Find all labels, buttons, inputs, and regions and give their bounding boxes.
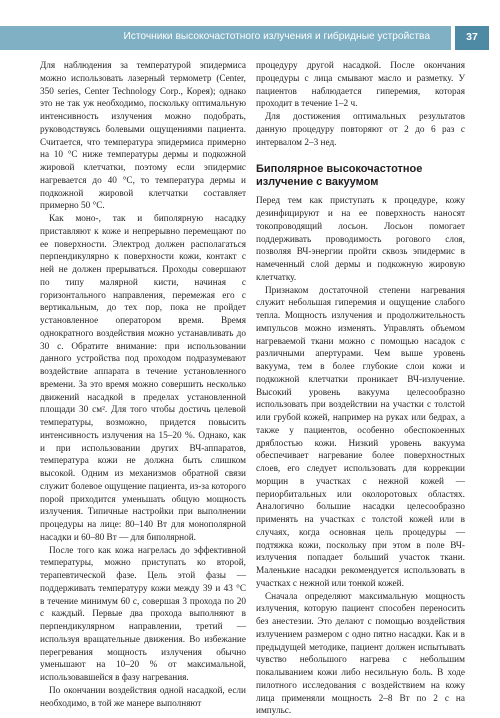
- running-header-title: Источники высокочастотного излучения и гибридные устройства: [123, 31, 430, 42]
- body-paragraph: После того как кожа нагрелась до эффективной температуры, можно приступать ко второй, терапевтической фазе. Цель этой фазы — поддерживать температуру кожи между 39 и 43 °C в течение минимум 60 с, совершая 3 прохода по 20 с каждый. Первые два прохода выполняют в перпендикулярном направлении, третий — используя вращательные движения. Во избежание перегревания мощность излучения обычно уменьшают на 10–20 % от максимальной, использовавшейся в фазу нагревания.: [40, 545, 246, 685]
- section-heading: Биполярное высокочастотное излучение с вакуумом: [256, 163, 465, 189]
- body-paragraph: Для достижения оптимальных результатов данную процедуру повторяют от 2 до 6 раз с интервалом 2–3 нед.: [256, 111, 465, 149]
- body-paragraph: Сначала определяют максимальную мощность излучения, которую пациент способен переносить без анестезии. Это делают с помощью воздействия излучением размером с одно пятно насадки. Как и в предыдущей методике, пациент должен испытывать чувство небольшого нагрева с небольшим покалыванием кожи либо несильную боль. В ходе пилотного исследования с воздействием на кожу лица применяли мощность 2–8 Вт по 2 с на импульс.: [256, 591, 465, 718]
- page-number: 37: [455, 31, 489, 43]
- body-paragraph: процедуру другой насадкой. После окончания процедуры с лица смывают масло и разметку. У пациентов наблюдается гиперемия, которая проходит в течение 1–2 ч.: [256, 60, 465, 111]
- right-column: [256, 60, 465, 718]
- body-paragraph: Для наблюдения за температурой эпидермиса можно использовать лазерный термометр (Center, 350 series, Center Technology Corp., Корея); однако это не так уж необходимо, поскольку оптимальную интенсивность излучения можно подобрать, руководствуясь болевыми ощущениями пациента. Считается, что температура эпидермиса примерно на 10 °C ниже температуры дермы и подкожной жировой клетчатки, поэтому если эпидермис нагревается до 40 °C, то температура дермы и подкожной жировой клетчатки составляет примерно 50 °C.: [40, 60, 246, 213]
- body-paragraph: Признаком достаточной степени нагревания служит небольшая гиперемия и ощущение слабого тепла. Мощность излучения и продолжительность импульсов можно изменять. Управлять объемом нагреваемой ткани можно с помощью насадок с различными апертурами. Чем выше уровень вакуума, тем в более глубокие слои кожи и подкожной клетчатки проникает ВЧ-излучение. Высокий уровень вакуума целесообразно использовать при воздействии на участки с толстой или грубой кожей, например на руках или бедрах, а также у пациентов, особенно обеспокоенных дряблостью кожи. Низкий уровень вакуума обеспечивает нагревание более поверхностных слоев, его следует использовать для коррекции морщин в участках с нежной кожей — периорбитальных или околоротовых областях. Аналогично большие насадки целесообразно применять на участках с толстой кожей или в случаях, когда основная цель процедуры — подтяжка кожи, поскольку при этом в поле ВЧ-излучения попадает больший участок ткани. Маленькие насадки рекомендуется использовать в участках с нежной или тонкой кожей.: [256, 285, 465, 591]
- left-column: [40, 60, 246, 710]
- body-paragraph: Как моно-, так и биполярную насадку приставляют к коже и непрерывно перемещают по ее поверхности. Электрод должен располагаться перпендикулярно к поверхности кожи, контакт с ней не должен прерываться. Проходы совершают по типу малярной кисти, начиная с горизонтального направления, перемежая его с вертикальным, до тех пор, пока не пройдет установленное оператором время. Время однократного воздействия можно устанавливать до 30 с. Обратите внимание: при использовании данного устройства под проходом подразумевают воздействие аппарата в течение установленного времени. За это время можно совершить несколько движений насадкой в пределах установленной площади 30 см². Для того чтобы достичь целевой температуры, возможно, придется повысить интенсивность излучения на 15–20 %. Однако, как и при использовании других ВЧ-аппаратов, температура кожи не должна быть слишком высокой. Одним из механизмов обратной связи служит болевое ощущение пациента, из-за которого порой приходится уменьшать общую мощность излучения. Типичные настройки при выполнении процедуры на лице: 80–140 Вт для монополярной насадки и 60–80 Вт — для биполярной.: [40, 213, 246, 545]
- body-paragraph: Перед тем как приступать к процедуре, кожу дезинфицируют и на ее поверхность наносят токопроводящий лосьон. Лосьон помогает поддерживать проводимость рогового слоя, позволяя ВЧ-энергии пройти сквозь эпидермис в намеченный слой дермы и подкожную жировую клетчатку.: [256, 195, 465, 284]
- body-paragraph: По окончании воздействия одной насадкой, если необходимо, в той же манере выполняют: [40, 685, 246, 711]
